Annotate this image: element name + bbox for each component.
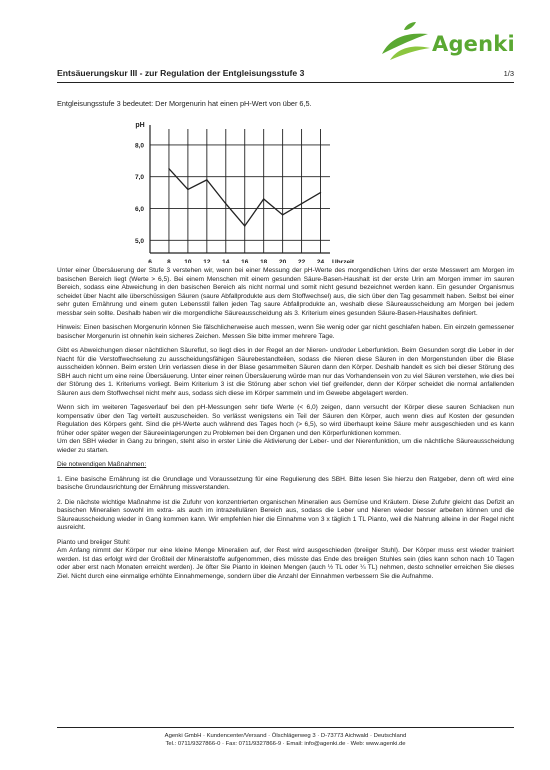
y-tick-label: 8,0 (134, 142, 144, 150)
page-footer (57, 727, 514, 748)
x-tick-label: 12 (203, 259, 211, 263)
page-header (57, 68, 514, 83)
footer-address: Agenki GmbH · Kundencenter/Versand · Ölschlägerweg 3 · D-73773 Aichwald · Deutschland (164, 733, 407, 739)
x-axis-label: Uhrzeit (332, 259, 355, 263)
data-point (244, 225, 245, 226)
agenki-logo (376, 20, 526, 66)
y-axis-label: pH (135, 122, 145, 129)
page-number: 1/3 (503, 69, 514, 78)
x-tick-label: 6 (148, 259, 152, 263)
x-tick-label: 24 (316, 259, 325, 263)
paragraph: 1. Eine basische Ernährung ist die Grundlage und Voraussetzung für eine Regulierung des SBH. Bitte lesen Sie hierzu den Ratgeber, denn oft wird eine basische Grundausrichtung der Ernährung missverstanden. (57, 475, 514, 491)
data-point (187, 189, 188, 190)
subheading: Pianto und breiiger Stuhl: (57, 538, 131, 546)
data-point (282, 214, 283, 215)
paragraph: 2. Die nächste wichtige Maßnahme ist die Zufuhr von konzentrierten organischen Mineralien aus Gemüse und Kräutern. Diese Zufuhr gleicht das Defizit an basischen Mineralien sowohl im extra- als auch im intrazellulären Bereich aus, sodass die Leber und Nieren wieder besser arbeiten können und die Säureausscheidung wieder in Gang kommen kann. Wir empfehlen hier die Einnahme von 3 x täglich 1 TL Pianto, weil die Nahrung alleine in der Regel nicht ausreicht. (57, 498, 514, 531)
leaf-icon (376, 20, 436, 66)
data-point (263, 198, 264, 199)
page-title: Entsäuerungskur III - zur Regulation der Entgleisungsstufe 3 (57, 68, 305, 78)
x-tick-label: 20 (279, 259, 287, 263)
paragraph: Um den SBH wieder in Gang zu bringen, steht also in erster Linie die Aktivierung der Leber- und der Nierenfunktion, um die nächtliche Säureausscheidung wieder zu starten. (57, 438, 514, 454)
data-point (206, 179, 207, 180)
data-point (301, 203, 302, 204)
x-tick-label: 18 (260, 259, 268, 263)
intro-text: Entgleisungsstufe 3 bedeutet: Der Morgenurin hat einen pH-Wert von über 6,5. (57, 99, 312, 108)
y-tick-label: 7,0 (134, 174, 144, 182)
y-tick-label: 5,0 (134, 237, 144, 245)
data-point (225, 203, 226, 204)
x-tick-label: 8 (167, 259, 171, 263)
paragraph: Gibt es Abweichungen dieser nächtlichen Säureflut, so liegt dies in der Regel an der Nieren- und/oder Leberfunktion. Beim Gesunden sorgt die Leber in der Nacht für die Verstoffwechselung zu ausscheidungsfähigen Säurebestandteilen, sodass die Nieren diese Säuren in den Morgenstunden über die Blase ausscheiden können. Beim ersten Urin verlassen diese in der Blase gesammelten Säuren dann den Körper. Deshalb handelt es sich bei dieser Störung des SBH auch nicht um eine reine Übersäuerung. Unter einer reinen Übersäuerung würde man nur das Vorhandensein von zu viel Säuren verstehen, wie dies bei der Störung des 1. Kriteriums vorliegt. Beim Kriterium 3 ist die Störung aber schon viel tief greifender, denn der Körper scheidet die normal anfallenden Säuren aus dem Stoffwechsel nicht mehr aus, sodass sich diese im Körper sammeln und im Gewebe abgelagert werden. (57, 347, 514, 397)
footer-contact: Tel.: 0711/9327866-0 · Fax: 0711/9327866-9 · Email: info@agenki.de · Web: www.agenki.de (165, 741, 406, 747)
paragraph: Wenn sich im weiteren Tagesverlauf bei den pH-Messungen sehr tiefe Werte (< 6,0) zeigen, dann versucht der Körper diese sauren Schlacken nun kompensativ über den Tag verteilt auszuscheiden. So verlässt wenigstens ein Teil der Säuren den Körper, auch wenn dies auf Kosten der gesunden Regulation des Körpers geht. Sind die pH-Werte auch während des Tages hoch (> 6,5), so wird überhaupt keine Säure mehr ausgeschieden und es kann früher oder später wegen der Säureeinlagerungen zu Problemen bei den Organen und den Körperfunktionen kommen. (57, 404, 514, 437)
y-tick-label: 6,0 (134, 205, 144, 213)
x-tick-label: 14 (222, 259, 230, 263)
body-text (57, 267, 514, 587)
ph-chart (118, 113, 358, 263)
paragraph: Unter einer Übersäuerung der Stufe 3 verstehen wir, wenn bei einer Messung der pH-Werte des morgendlichen Urins der erste Messwert am Morgen im basischen Bereich liegt (Werte > 6,5). Bei einem Menschen mit einem gesunden Säure-Basen-Haushalt ist der erste Urin am Morgen immer im sauren Bereich, sodass eine Abweichung in den basischen Bereich als nicht normal und somit nicht gesund bezeichnet werden kann. Ein gesunder Organismus scheidet über Nacht alle überschüssigen Säuren (saure Abfallprodukte aus dem Stoffwechsel) aus, die sich über den Tag gesammelt haben. Selbst bei einer sehr guten Ernährung und einem guten Lebensstil fallen jeden Tag saure Abfallprodukte an, weshalb diese Säureausscheidung am Morgen bei jedem messbar sein sollte. Deshalb haben wir die morgendliche Säureausscheidung als 3. Kriterium eines gesunden Säure-Basen-Haushaltes definiert. (57, 267, 514, 317)
x-tick-label: 22 (297, 259, 306, 263)
paragraph: Am Anfang nimmt der Körper nur eine kleine Menge Mineralien auf, der Rest wird ausgeschieden (breiiger Stuhl). Der Körper muss erst wieder trainiert werden. Ist das erfolgt wird der Großteil der Mineralstoffe aufgenommen, dies müsste das Ende des breiigen Stuhles sein (dies kann schon nach 10 Tagen oder aber erst nach Monaten erreicht werden). Je öfter Sie Pianto in kleinen Mengen (auch ½ TL oder ¼ TL) nehmen, desto schneller erreichen Sie dieses Ziel. Nicht durch eine einmalige erhöhte Einnahmemenge, sondern über die Anzahl der Einnahmen verbessern Sie die Aufnahme. (57, 547, 514, 580)
x-tick-label: 16 (241, 259, 249, 263)
data-point (320, 192, 321, 193)
paragraph: Hinweis: Einen basischen Morgenurin können Sie fälschlicherweise auch messen, wenn Sie wenig oder gar nicht geschlafen haben. Ein einzeln gemessener basischer Morgenurin ist ohnehin kein sicheres Zeichen. Messen Sie bitte immer mehrere Tage. (57, 324, 514, 340)
section-heading: Die notwendigen Maßnahmen: (57, 461, 147, 468)
logo-text: Agenki (432, 32, 515, 56)
x-tick-label: 10 (184, 259, 192, 263)
data-point (168, 168, 169, 169)
